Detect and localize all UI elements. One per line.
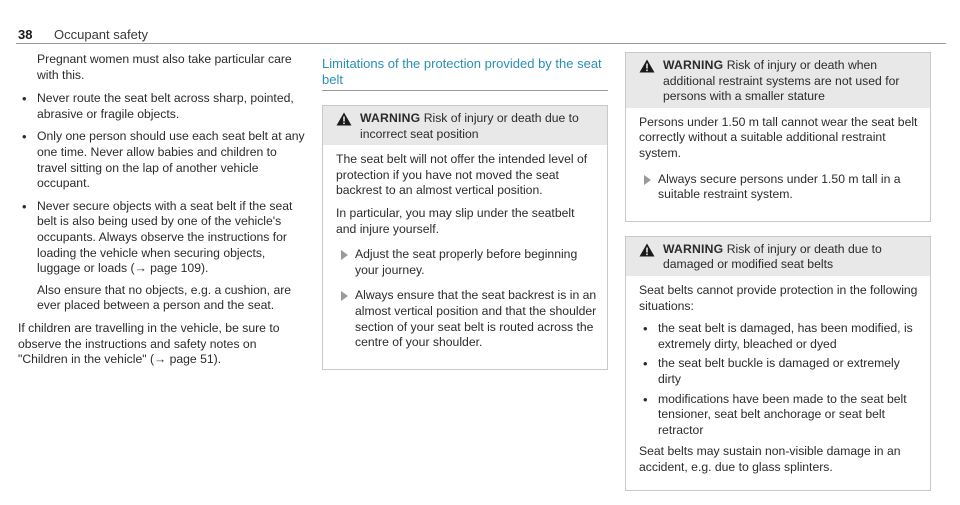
action-item: Always secure persons under 1.50 m tall in a suitable restraint system. — [639, 172, 920, 203]
list-item: • Only one person should use each seat belt at any one time. Never allow babies and children to travel sitting on the lap of another vehicle occupant. — [18, 129, 308, 191]
warning-box — [322, 105, 608, 370]
action-item: Adjust the seat properly before beginning your journey. — [336, 247, 597, 278]
warning-title: Risk of injury or death when additional restraint systems are not used for persons with a smaller stature — [663, 58, 900, 104]
action-item: Always ensure that the seat backrest is in an almost vertical position and that the shoulder section of your seat belt is routed across the centre of your shoulder. — [336, 288, 597, 350]
warning-body: Seat belts cannot provide protection in the following situations: • the seat belt is damaged, has been modified, is extremely dirty, bleached or dyed • the seat belt buckle is damaged or extremely dirty • modifications have been made to the seat belt tensioner, seat belt anchorage or seat belt retractor Seat belts may sustain non-visible damage in an accident, e.g. due to glass splinters. — [626, 276, 930, 491]
warning-title: Risk of injury or death due to incorrect seat position — [360, 111, 579, 141]
section-name: Occupant safety — [54, 27, 148, 42]
section-heading: Limitations of the protection provided by the seat belt — [322, 56, 608, 91]
warning-label: WARNING — [663, 58, 724, 72]
column-left — [18, 52, 308, 376]
page-header — [16, 4, 946, 44]
warning-body: The seat belt will not offer the intended level of protection if you have not moved the seat backrest to an almost vertical position. In particular, you may slip under the seatbelt and injure yourself. Adjust the seat properly before beginning your journey. Always ensure that the seat backrest is in an almost vertical position and that the shoulder section of your seat belt is routed across the centre of your shoulder. — [336, 152, 597, 350]
list-item: • the seat belt buckle is damaged or extremely dirty — [639, 356, 920, 387]
warning-box — [625, 52, 931, 222]
warning-header — [626, 237, 930, 276]
column-middle — [322, 52, 608, 384]
warning-triangle-icon — [336, 112, 352, 126]
outro-text: If children are travelling in the vehicle, be sure to observe the instructions and safety notes on "Children in the vehicle" (→ page 51). — [18, 320, 280, 367]
warning-header — [323, 106, 607, 145]
list-item: • Never secure objects with a seat belt if the seat belt is also being used by one of the vehicle's occupants. Always observe the instructions for loading the vehicle when securing objects, luggage or loads (→ page 109). Also ensure that no objects, e.g. a cushion, are ever placed between a person and the seat. — [18, 199, 308, 314]
list-item: • the seat belt is damaged, has been modified, is extremely dirty, bleached or dyed — [639, 321, 920, 352]
page-number: 38 — [18, 27, 33, 42]
warning-header — [626, 53, 930, 108]
warning-box — [625, 236, 931, 492]
warning-triangle-icon — [639, 243, 655, 257]
bullet-sub-text: Also ensure that no objects, e.g. a cushion, are ever placed between a person and the seat. — [37, 282, 292, 313]
warning-title: Risk of injury or death due to damaged or modified seat belts — [663, 241, 882, 272]
list-item: • Never route the seat belt across sharp, pointed, abrasive or fragile objects. — [18, 91, 308, 122]
warning-body: Persons under 1.50 m tall cannot wear the seat belt correctly without a suitable additional restraint system. Always secure persons under 1.50 m tall in a suitable restraint system. — [626, 108, 930, 221]
warning-label: WARNING — [663, 241, 724, 256]
warning-triangle-icon — [639, 59, 655, 73]
column-right — [625, 52, 931, 505]
warning-label: WARNING — [360, 111, 421, 125]
intro-text: Pregnant women must also take particular care with this. — [37, 52, 292, 82]
list-item: • modifications have been made to the seat belt tensioner, seat belt anchorage or seat belt retractor — [639, 392, 920, 439]
